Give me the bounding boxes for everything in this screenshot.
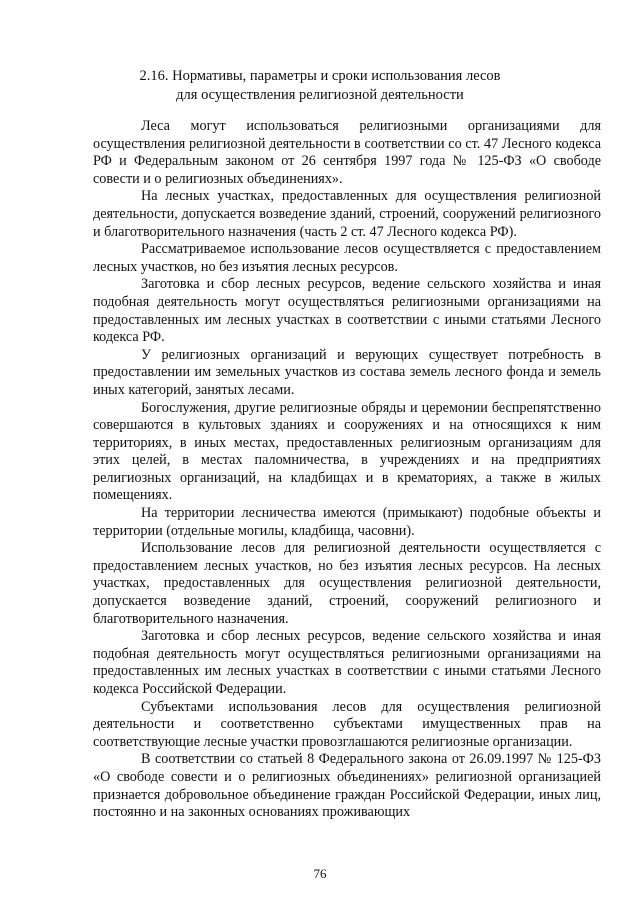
paragraph-3: Рассматриваемое использование лесов осуществляется с предоставлением лесных участков, но без изъятия лесных ресурсов. [93,241,601,275]
paragraph-10: Субъектами использования лесов для осуществления религиозной деятельности и соответственно субъектами имущественных прав на соответствующие лесные участки провозглашаются религиозные организации. [93,698,601,750]
paragraph-4: Заготовка и сбор лесных ресурсов, ведение сельского хозяйства и иная подобная деятельность могут осуществляться религиозными организациями на предоставленных им лесных участках в соответствии с иными статьями Лесного кодекса РФ. [93,276,601,346]
paragraph-1: Леса могут использоваться религиозными организациями для осуществления религиозной деятельности в соответствии со ст. 47 Лесного кодекса РФ и Федеральным законом от 26 сентября 1997 года № 125-ФЗ «О свободе совести и о религиозных объединениях». [93,118,601,187]
page-number: 76 [313,866,327,881]
paragraph-11: В соответствии со статьей 8 Федерального закона от 26.09.1997 № 125-ФЗ «О свободе совести и о религиозных объединениях» религиозной организацией признается добровольное объединение граждан Российской Федерации, иных лиц, постоянно и на законных основаниях проживающих [93,751,601,821]
paragraph-2: На лесных участках, предоставленных для осуществления религиозной деятельности, допускается возведение зданий, строений, сооружений религиозного и благотворительного назначения (часть 2 ст. 47 Лесного кодекса РФ). [93,188,601,240]
document-body [93,118,601,822]
paragraph-8: Использование лесов для религиозной деятельности осуществляется с предоставлением лесных участков, но без изъятия лесных ресурсов. На лесных участках, предоставленных для осуществления религиозной деятельности, допускается возведение зданий, строений, сооружений религиозного и благотворительного назначения. [93,540,601,627]
paragraph-9: Заготовка и сбор лесных ресурсов, ведение сельского хозяйства и иная подобная деятельность могут осуществляться религиозными организациями на предоставленных им лесных участках в соответствии с иными статьями Лесного кодекса Российской Федерации. [93,628,601,697]
section-heading-line-1: 2.16. Нормативы, параметры и сроки использования лесов [139,68,501,84]
section-heading [60,67,580,105]
paragraph-5: У религиозных организаций и верующих существует потребность в предоставлении им земельных участков из состава земель лесного фонда и земель иных категорий, занятых лесами. [93,346,601,398]
section-heading-line-2: для осуществления религиозной деятельности [176,87,464,103]
paragraph-7: На территории лесничества имеются (примыкают) подобные объекты и территории (отдельные могилы, кладбища, часовни). [93,505,601,539]
paragraph-6: Богослужения, другие религиозные обряды и церемонии беспрепятственно совершаются в культовых зданиях и сооружениях и на относящихся к ним территориях, в иных местах, предоставленных религиозным организациям для этих целей, в местах паломничества, в учреждениях и на предприятиях религиозных организаций, на кладбищах и в крематориях, а также в жилых помещениях. [93,399,601,504]
